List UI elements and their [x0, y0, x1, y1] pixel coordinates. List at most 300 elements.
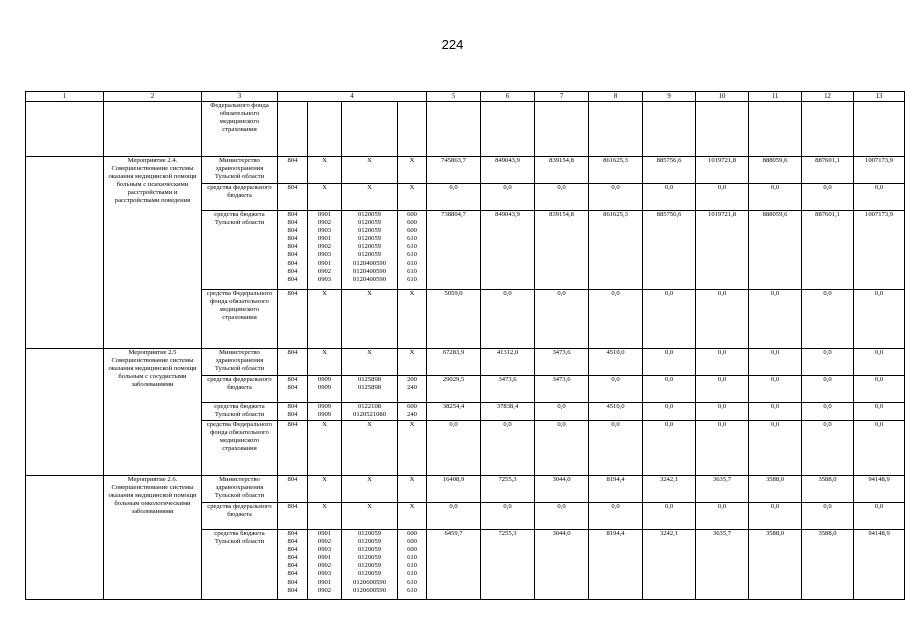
- amount-cell: 885756,6: [643, 211, 696, 290]
- code-value: 240: [407, 384, 417, 392]
- amount-cell: 3473,6: [535, 349, 589, 376]
- code-rz-cell: [308, 290, 342, 349]
- code-value: 804: [287, 530, 298, 537]
- amount-cell: 0,0: [589, 290, 643, 349]
- funding-source-cell: Министерство здравоохранения Тульской области: [202, 349, 278, 376]
- amount-cell: 839154,8: [535, 211, 589, 290]
- column-number: 3: [202, 92, 278, 102]
- code-grbs-cell: [278, 376, 308, 403]
- funding-source-cell: средства федерального бюджета: [202, 184, 278, 211]
- code-value: 0120059: [357, 562, 382, 570]
- code-value: X: [409, 290, 415, 297]
- code-csr-cell: [342, 503, 398, 530]
- code-value: 600: [407, 227, 417, 235]
- table-row: [26, 102, 905, 157]
- amount-cell: 738804,7: [427, 211, 481, 290]
- code-value: X: [409, 476, 415, 483]
- code-value: X: [322, 476, 327, 483]
- amount-cell: 0,0: [535, 421, 589, 476]
- page-number: 224: [441, 37, 464, 52]
- code-value: 0120059: [357, 219, 382, 227]
- amount-cell: 0,0: [427, 184, 481, 211]
- code-csr-cell: [342, 403, 398, 421]
- column-number: 6: [481, 92, 535, 102]
- amount-cell: 0,0: [854, 349, 905, 376]
- column-number: 10: [696, 92, 749, 102]
- code-rz-cell: [308, 503, 342, 530]
- measure-name-cell: Мероприятие 2.4. Совершенствование системы оказания медицинской помощи больным с психическими расстройствами и расстройствами поведения: [104, 157, 202, 349]
- amount-cell: 0,0: [854, 503, 905, 530]
- amount-cell: 0,0: [481, 421, 535, 476]
- amount-cell: 0,0: [749, 184, 802, 211]
- code-value: 200: [407, 376, 417, 383]
- code-rz-cell: [308, 102, 342, 157]
- code-value: 0901: [317, 578, 332, 586]
- code-rz-cell: [308, 403, 342, 421]
- amount-cell: [696, 102, 749, 157]
- code-value: X: [367, 184, 372, 191]
- amount-cell: 0,0: [427, 421, 481, 476]
- column-number: 2: [104, 92, 202, 102]
- code-rz-cell: [308, 376, 342, 403]
- amount-cell: 8194,4: [589, 530, 643, 600]
- code-value: X: [367, 421, 372, 428]
- code-value: 804: [287, 554, 298, 562]
- code-vr-cell: [398, 376, 427, 403]
- code-value: 804: [287, 349, 298, 356]
- code-value: 610: [407, 586, 417, 594]
- amount-cell: 3635,7: [696, 530, 749, 600]
- amount-cell: 0,0: [427, 503, 481, 530]
- funding-source-cell: средства федерального бюджета: [202, 503, 278, 530]
- code-value: 804: [287, 586, 298, 594]
- amount-cell: [643, 102, 696, 157]
- amount-cell: 0,0: [802, 376, 854, 403]
- code-value: 0901: [317, 259, 332, 267]
- amount-cell: 0,0: [749, 290, 802, 349]
- code-vr-cell: [398, 157, 427, 184]
- code-value: 0120059: [357, 546, 382, 554]
- amount-cell: 0,0: [535, 503, 589, 530]
- amount-cell: 0,0: [589, 421, 643, 476]
- column-number: 4: [278, 92, 427, 102]
- code-value: 804: [287, 267, 298, 275]
- code-grbs-cell: [278, 476, 308, 503]
- amount-cell: 6459,7: [427, 530, 481, 600]
- code-csr-cell: [342, 530, 398, 600]
- code-csr-cell: [342, 349, 398, 376]
- code-value: X: [322, 290, 327, 297]
- amount-cell: 67283,9: [427, 349, 481, 376]
- code-value: X: [409, 184, 415, 191]
- code-value: 0903: [317, 275, 332, 283]
- code-value: 0901: [317, 235, 332, 243]
- amount-cell: 839154,8: [535, 157, 589, 184]
- code-value: X: [367, 157, 372, 164]
- amount-cell: [589, 102, 643, 157]
- code-value: 804: [287, 562, 298, 570]
- amount-cell: 0,0: [696, 403, 749, 421]
- amount-cell: 0,0: [696, 503, 749, 530]
- code-value: 610: [407, 267, 417, 275]
- amount-cell: 0,0: [696, 290, 749, 349]
- code-grbs-cell: [278, 184, 308, 211]
- row-number-cell: [26, 102, 104, 157]
- measure-name-cell: [104, 102, 202, 157]
- column-number: 11: [749, 92, 802, 102]
- amount-cell: 0,0: [643, 421, 696, 476]
- code-value: 0909: [317, 384, 332, 392]
- code-vr-cell: [398, 476, 427, 503]
- amount-cell: 0,0: [749, 349, 802, 376]
- amount-cell: 0,0: [535, 184, 589, 211]
- code-value: 0120059: [357, 538, 382, 546]
- amount-cell: 0,0: [749, 421, 802, 476]
- code-value: 0120600590: [353, 578, 386, 586]
- code-value: 0120059: [357, 570, 382, 578]
- code-value: X: [367, 349, 372, 356]
- code-vr-cell: [398, 421, 427, 476]
- code-value: 804: [287, 476, 298, 483]
- funding-source-cell: средства федерального бюджета: [202, 376, 278, 403]
- amount-cell: 0,0: [643, 184, 696, 211]
- column-number: 8: [589, 92, 643, 102]
- amount-cell: 861625,3: [589, 211, 643, 290]
- amount-cell: 0,0: [696, 184, 749, 211]
- column-number-row: [26, 92, 905, 102]
- code-csr-cell: [342, 476, 398, 503]
- amount-cell: 0,0: [749, 503, 802, 530]
- amount-cell: 0,0: [481, 503, 535, 530]
- code-value: 804: [287, 157, 298, 164]
- code-csr-cell: [342, 290, 398, 349]
- code-value: 804: [287, 421, 298, 428]
- amount-cell: 885756,6: [643, 157, 696, 184]
- amount-cell: 0,0: [854, 421, 905, 476]
- amount-cell: [535, 102, 589, 157]
- funding-source-cell: средства бюджета Тульской области: [202, 530, 278, 600]
- amount-cell: 0,0: [854, 376, 905, 403]
- amount-cell: 0,0: [696, 421, 749, 476]
- code-grbs-cell: [278, 157, 308, 184]
- amount-cell: 3044,0: [535, 530, 589, 600]
- code-value: 0901: [317, 530, 332, 537]
- code-value: 610: [407, 251, 417, 259]
- amount-cell: 0,0: [643, 403, 696, 421]
- funding-source-cell: Федерального фонда обязательного медицинского страхования: [202, 102, 278, 157]
- code-value: 804: [287, 384, 298, 392]
- code-value: 610: [407, 578, 417, 586]
- code-value: 0902: [317, 562, 332, 570]
- code-vr-cell: [398, 503, 427, 530]
- amount-cell: [802, 102, 854, 157]
- code-value: X: [322, 503, 327, 510]
- code-value: 240: [407, 411, 417, 419]
- code-value: X: [409, 349, 415, 356]
- funding-source-cell: Министерство здравоохранения Тульской области: [202, 157, 278, 184]
- code-rz-cell: [308, 157, 342, 184]
- amount-cell: 0,0: [802, 184, 854, 211]
- table-row: [26, 349, 905, 376]
- amount-cell: 0,0: [696, 376, 749, 403]
- code-rz-cell: [308, 349, 342, 376]
- amount-cell: [854, 102, 905, 157]
- code-grbs-cell: [278, 503, 308, 530]
- amount-cell: 4510,0: [589, 349, 643, 376]
- amount-cell: 0,0: [854, 184, 905, 211]
- amount-cell: 3242,1: [643, 530, 696, 600]
- amount-cell: 0,0: [643, 349, 696, 376]
- amount-cell: [749, 102, 802, 157]
- code-value: 804: [287, 376, 298, 383]
- amount-cell: [427, 102, 481, 157]
- code-value: 0901: [317, 554, 332, 562]
- code-grbs-cell: [278, 421, 308, 476]
- code-csr-cell: [342, 211, 398, 290]
- amount-cell: 888059,6: [749, 157, 802, 184]
- code-value: 0902: [317, 243, 332, 251]
- amount-cell: 0,0: [535, 290, 589, 349]
- code-value: 610: [407, 243, 417, 251]
- code-vr-cell: [398, 211, 427, 290]
- amount-cell: 4510,0: [589, 403, 643, 421]
- code-value: 0902: [317, 586, 332, 594]
- amount-cell: 16408,9: [427, 476, 481, 503]
- code-value: 0901: [317, 211, 332, 218]
- amount-cell: 0,0: [589, 503, 643, 530]
- column-number: 13: [854, 92, 905, 102]
- amount-cell: 0,0: [854, 290, 905, 349]
- code-value: 610: [407, 235, 417, 243]
- amount-cell: 0,0: [802, 503, 854, 530]
- code-value: 600: [407, 211, 417, 218]
- column-number: 9: [643, 92, 696, 102]
- code-value: 0120400590: [353, 275, 386, 283]
- table-row: [26, 476, 905, 503]
- code-grbs-cell: [278, 403, 308, 421]
- amount-cell: 849043,9: [481, 157, 535, 184]
- row-number-cell: [26, 349, 104, 476]
- code-value: 0122108: [357, 403, 382, 410]
- code-value: 804: [287, 227, 298, 235]
- code-value: 0903: [317, 251, 332, 259]
- row-number-cell: [26, 157, 104, 349]
- code-value: 600: [407, 538, 417, 546]
- amount-cell: 0,0: [802, 403, 854, 421]
- amount-cell: 0,0: [854, 403, 905, 421]
- table-body: [26, 102, 905, 600]
- code-value: X: [367, 476, 372, 483]
- code-value: X: [322, 421, 327, 428]
- amount-cell: 1007173,9: [854, 157, 905, 184]
- amount-cell: 0,0: [589, 184, 643, 211]
- code-vr-cell: [398, 530, 427, 600]
- amount-cell: 38254,4: [427, 403, 481, 421]
- amount-cell: 888059,6: [749, 211, 802, 290]
- measure-name-cell: Мероприятие 2.6. Совершенствование системы оказания медицинской помощи больным онкологическими заболеваниями: [104, 476, 202, 600]
- code-value: 804: [287, 546, 298, 554]
- code-rz-cell: [308, 211, 342, 290]
- column-number: 12: [802, 92, 854, 102]
- amount-cell: 7255,3: [481, 530, 535, 600]
- code-vr-cell: [398, 102, 427, 157]
- code-value: 610: [407, 259, 417, 267]
- code-value: 804: [287, 290, 298, 297]
- column-number: 5: [427, 92, 481, 102]
- code-value: 0120521080: [353, 411, 386, 419]
- code-value: 0902: [317, 267, 332, 275]
- code-vr-cell: [398, 290, 427, 349]
- funding-source-cell: средства Федерального фонда обязательного медицинского страхования: [202, 421, 278, 476]
- code-value: 0909: [317, 403, 332, 410]
- code-value: 804: [287, 538, 298, 546]
- amount-cell: 1019721,8: [696, 211, 749, 290]
- amount-cell: 0,0: [481, 290, 535, 349]
- code-value: 600: [407, 546, 417, 554]
- row-number-cell: [26, 476, 104, 600]
- code-value: 804: [287, 411, 298, 419]
- amount-cell: 3588,0: [802, 530, 854, 600]
- code-value: 0909: [317, 376, 332, 383]
- amount-cell: 29029,5: [427, 376, 481, 403]
- amount-cell: 0,0: [589, 376, 643, 403]
- table-row: [26, 157, 905, 184]
- code-csr-cell: [342, 421, 398, 476]
- amount-cell: 0,0: [481, 184, 535, 211]
- amount-cell: 0,0: [643, 503, 696, 530]
- code-vr-cell: [398, 349, 427, 376]
- funding-source-cell: Министерство здравоохранения Тульской области: [202, 476, 278, 503]
- code-value: 0120059: [357, 251, 382, 259]
- amount-cell: 0,0: [802, 421, 854, 476]
- code-value: 610: [407, 570, 417, 578]
- amount-cell: 3588,0: [802, 476, 854, 503]
- amount-cell: 94148,9: [854, 530, 905, 600]
- amount-cell: 3242,1: [643, 476, 696, 503]
- code-value: X: [409, 157, 415, 164]
- funding-source-cell: средства Федерального фонда обязательного медицинского страхования: [202, 290, 278, 349]
- amount-cell: 3588,0: [749, 530, 802, 600]
- code-value: 0903: [317, 227, 332, 235]
- code-vr-cell: [398, 403, 427, 421]
- budget-table: [25, 91, 905, 600]
- amount-cell: 861625,3: [589, 157, 643, 184]
- amount-cell: 0,0: [643, 290, 696, 349]
- code-vr-cell: [398, 184, 427, 211]
- amount-cell: [481, 102, 535, 157]
- amount-cell: 0,0: [535, 403, 589, 421]
- code-value: X: [322, 157, 327, 164]
- amount-cell: 41312,0: [481, 349, 535, 376]
- amount-cell: 3044,0: [535, 476, 589, 503]
- code-grbs-cell: [278, 102, 308, 157]
- code-value: 610: [407, 562, 417, 570]
- amount-cell: 0,0: [802, 349, 854, 376]
- amount-cell: 3588,0: [749, 476, 802, 503]
- column-number: 1: [26, 92, 104, 102]
- code-rz-cell: [308, 184, 342, 211]
- code-csr-cell: [342, 184, 398, 211]
- code-value: 0120400590: [353, 259, 386, 267]
- code-value: 0120059: [357, 211, 382, 218]
- code-value: 804: [287, 578, 298, 586]
- code-value: 804: [287, 259, 298, 267]
- amount-cell: 37838,4: [481, 403, 535, 421]
- code-value: 0903: [317, 570, 332, 578]
- code-value: 804: [287, 211, 298, 218]
- code-value: 600: [407, 530, 417, 537]
- code-value: 804: [287, 251, 298, 259]
- code-grbs-cell: [278, 530, 308, 600]
- code-value: 600: [407, 219, 417, 227]
- amount-cell: 94148,9: [854, 476, 905, 503]
- code-value: 0120059: [357, 227, 382, 235]
- amount-cell: 3635,7: [696, 476, 749, 503]
- code-csr-cell: [342, 102, 398, 157]
- amount-cell: 0,0: [749, 376, 802, 403]
- code-value: 0120059: [357, 243, 382, 251]
- amount-cell: 887601,1: [802, 211, 854, 290]
- code-value: 0125898: [357, 384, 382, 392]
- code-value: 0120400590: [353, 267, 386, 275]
- code-value: 0125898: [357, 376, 382, 383]
- amount-cell: 3473,6: [535, 376, 589, 403]
- code-rz-cell: [308, 476, 342, 503]
- code-value: 804: [287, 184, 298, 191]
- code-value: 0120059: [357, 554, 382, 562]
- amount-cell: 0,0: [696, 349, 749, 376]
- code-csr-cell: [342, 376, 398, 403]
- code-rz-cell: [308, 421, 342, 476]
- measure-name-cell: Мероприятие 2.5 Совершенствование системы оказания медицинской помощи больным с сосудистыми заболеваниями: [104, 349, 202, 476]
- code-value: X: [367, 503, 372, 510]
- code-value: 0902: [317, 219, 332, 227]
- amount-cell: 5059,0: [427, 290, 481, 349]
- amount-cell: 0,0: [802, 290, 854, 349]
- code-value: 804: [287, 570, 298, 578]
- amount-cell: 8194,4: [589, 476, 643, 503]
- funding-source-cell: средства бюджета Тульской области: [202, 211, 278, 290]
- amount-cell: 0,0: [643, 376, 696, 403]
- code-value: 804: [287, 235, 298, 243]
- amount-cell: 1019721,8: [696, 157, 749, 184]
- amount-cell: 887601,1: [802, 157, 854, 184]
- code-value: 804: [287, 243, 298, 251]
- code-value: X: [322, 349, 327, 356]
- code-value: 610: [407, 275, 417, 283]
- code-grbs-cell: [278, 349, 308, 376]
- code-csr-cell: [342, 157, 398, 184]
- code-value: 0120600590: [353, 586, 386, 594]
- code-value: 804: [287, 503, 298, 510]
- code-value: 804: [287, 275, 298, 283]
- amount-cell: 1007173,9: [854, 211, 905, 290]
- code-value: X: [409, 503, 415, 510]
- code-grbs-cell: [278, 290, 308, 349]
- code-value: 0902: [317, 538, 332, 546]
- amount-cell: 849043,9: [481, 211, 535, 290]
- code-value: X: [409, 421, 415, 428]
- amount-cell: 0,0: [749, 403, 802, 421]
- code-value: X: [322, 184, 327, 191]
- column-number: 7: [535, 92, 589, 102]
- amount-cell: 3473,6: [481, 376, 535, 403]
- code-value: 610: [407, 554, 417, 562]
- code-grbs-cell: [278, 211, 308, 290]
- code-value: 804: [287, 403, 298, 410]
- funding-source-cell: средства бюджета Тульской области: [202, 403, 278, 421]
- amount-cell: 7255,3: [481, 476, 535, 503]
